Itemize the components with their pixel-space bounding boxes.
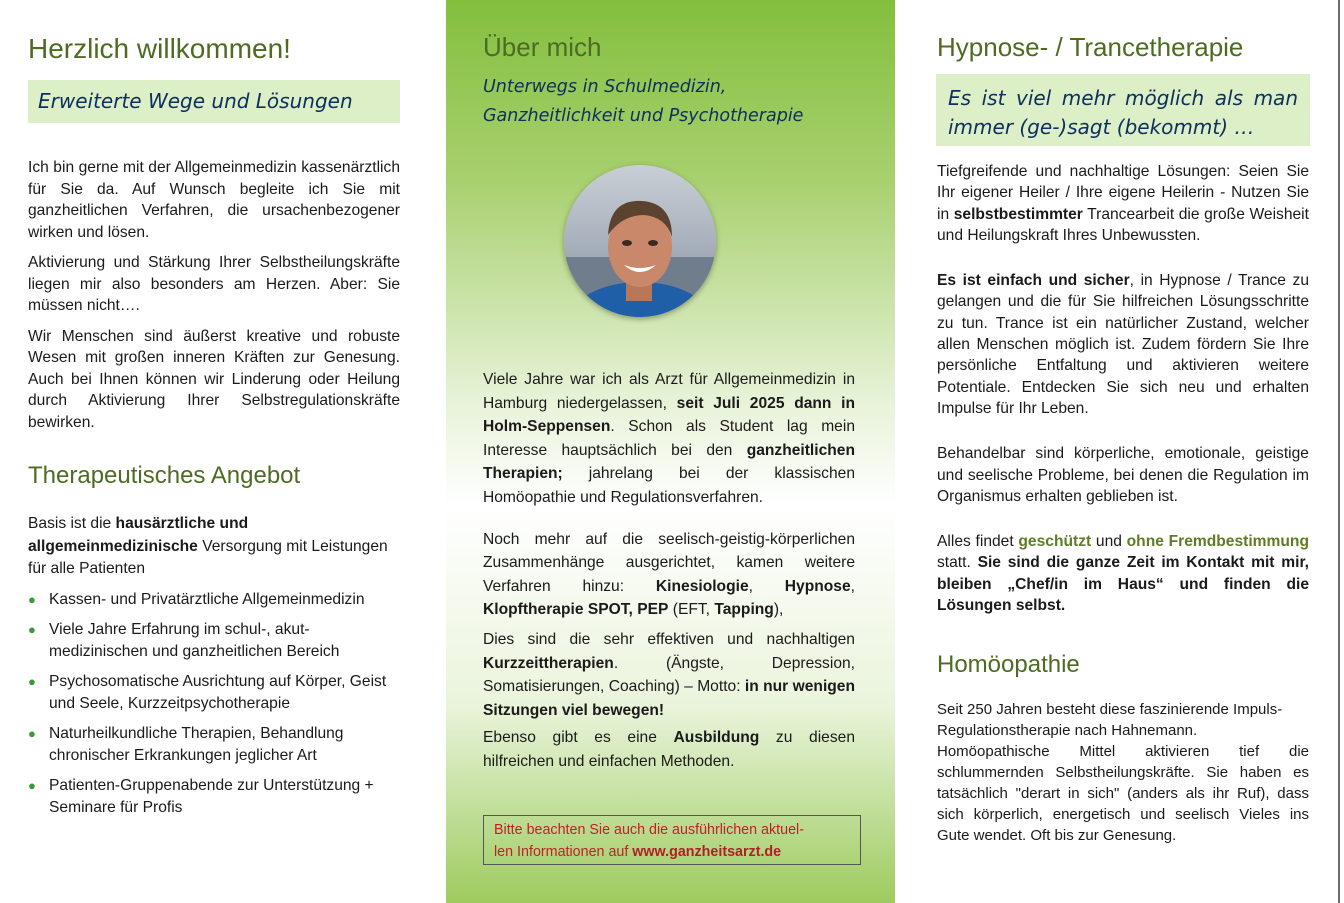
page-edge-divider [1338,0,1340,903]
bullet-icon: ● [28,591,36,607]
about-subtitle: Unterwegs in Schulmedizin, Ganzheitlichkeit und Psychotherapie [483,77,804,126]
hypnosis-banner [936,74,1310,146]
about-paragraph-4: Ebenso gibt es eine Ausbildung zu diesen hilfreichen und einfachen Methoden. [483,729,855,770]
column-welcome [0,0,446,903]
bullet-icon: ● [28,777,36,793]
portrait-photo [564,165,716,317]
bullet-icon: ● [28,673,36,689]
offer-basis-paragraph: Basis ist die hausärztliche und allgemeinmedizinische Versorgung mit Leistungen für alle Patienten [28,515,388,577]
about-paragraph-3: Dies sind die sehr effektiven und nachhaltigen Kurzzeittherapien. (Ängste, Depression, Somatisierungen, Coaching) – Motto: in nur wenigen Sitzungen viel bewegen! [483,630,855,719]
about-title: Über mich [483,32,602,62]
column-about [446,0,895,903]
hypnosis-paragraph-4: Alles findet geschützt und ohne Fremdbestimmung statt. Sie sind die ganze Zeit im Kontakt mit mir, bleiben „Chef/in im Haus“ und finden die Lösungen selbst. [937,533,1309,615]
list-item: ● Psychosomatische Ausrichtung auf Körper, Geist und Seele, Kurzzeitpsychotherapie [28,672,387,712]
offer-section-title: Therapeutisches Angebot [28,462,301,489]
welcome-paragraph-2: Aktivierung und Stärkung Ihrer Selbstheilungskräfte liegen mir also besonders am Herzen. Aber: Sie müssen nicht…. [28,254,400,314]
column-hypnosis [895,0,1344,903]
welcome-title: Herzlich willkommen! [28,33,291,64]
hypnosis-paragraph-3: Behandelbar sind körperliche, emotionale, geistige und seelische Probleme, bei denen die Regulation im Organismus erhalten geblieben ist. [937,445,1309,505]
list-item: ● Patienten-Gruppenabende zur Unterstützung + Seminare für Profis [28,776,374,816]
hypnosis-banner-text: Es ist viel mehr möglich als man immer (ge-)sagt (bekommt) … [948,86,1298,139]
portrait-image [564,165,716,317]
homeopathy-section-title: Homöopathie [937,651,1080,678]
list-item: ● Kassen- und Privatärztliche Allgemeinmedizin [28,589,400,611]
homeopathy-paragraph-2: Homöopathische Mittel aktivieren tief die schlummernden Selbstheilungskräfte. Sie haben es tatsächlich "derart in sich" (anders als ihr Ruf), dass sich körperlich, energetisch und seelisch Vieles ins Gute wendet. Oft bis zur Genesung. [937,743,1309,844]
welcome-banner [28,80,400,123]
welcome-paragraph-1: Ich bin gerne mit der Allgemeinmedizin kassenärztlich für Sie da. Auf Wunsch begleite ich Sie mit ganzheitlichen Verfahren, die ursachenbezogener wirken und lösen. [28,159,400,241]
bullet-icon: ● [28,621,36,637]
hypnosis-title: Hypnose- / Trancetherapie [937,32,1244,62]
offer-list [28,589,400,819]
list-item: ● Naturheilkundliche Therapien, Behandlung chronischer Erkrankungen jeglicher Art [28,724,344,764]
homeopathy-paragraph-1: Seit 250 Jahren besteht diese faszinierende Impuls-Regulationstherapie nach Hahnemann. [937,701,1283,739]
welcome-banner-text: Erweiterte Wege und Lösungen [38,89,353,113]
about-paragraph-1: Viele Jahre war ich als Arzt für Allgemeinmedizin in Hamburg niedergelassen, seit Juli 2025 dann in Holm-Seppensen. Schon als Student lag mein Interesse hauptsächlich bei den ganzheitlichen Therapien; jahrelang bei der klassischen Homöopathie und Regulationsverfahren. [483,371,856,506]
website-note: Bitte beachten Sie auch die ausführlichen aktuel- len Informationen auf www.ganzheitsarzt.de [483,815,861,865]
bullet-icon: ● [28,725,36,741]
hypnosis-paragraph-2: Es ist einfach und sicher, in Hypnose / Trance zu gelangen und die für Sie hilfreichen Lösungsschritte zu tun. Trance ist ein natürlicher Zustand, welcher allen Menschen möglich ist. Zudem fördern Sie Ihre persönliche Entfaltung und aktivieren weitere Potentiale. Entdecken Sie sich neu und erhalten Impulse für Ihr Leben. [937,272,1310,417]
list-item: ● Viele Jahre Erfahrung im schul-, akut-medizinischen und ganzheitlichen Bereich [28,620,340,660]
hypnosis-paragraph-1: Tiefgreifende und nachhaltige Lösungen: Seien Sie Ihr eigener Heiler / Ihre eigene Heilerin - Nutzen Sie in selbstbestimmter Trancearbeit die große Weisheit und Heilungskraft Ihres Unbewussten. [937,163,1309,244]
about-paragraph-2: Noch mehr auf die seelisch-geistig-körperlichen Zusammenhänge ausgerichtet, kamen weitere Verfahren hinzu: Kinesiologie, Hypnose, Klopftherapie SPOT, PEP (EFT, Tapping), [483,530,855,619]
website-link[interactable]: www.ganzheitsarzt.de [632,843,782,860]
welcome-paragraph-3: Wir Menschen sind äußerst kreative und robuste Wesen mit großen inneren Kräften zur Genesung. Auch bei Ihnen können wir Linderung oder Heilung durch Aktivierung Ihrer Selbstregulationskräfte bewirken. [28,327,400,431]
